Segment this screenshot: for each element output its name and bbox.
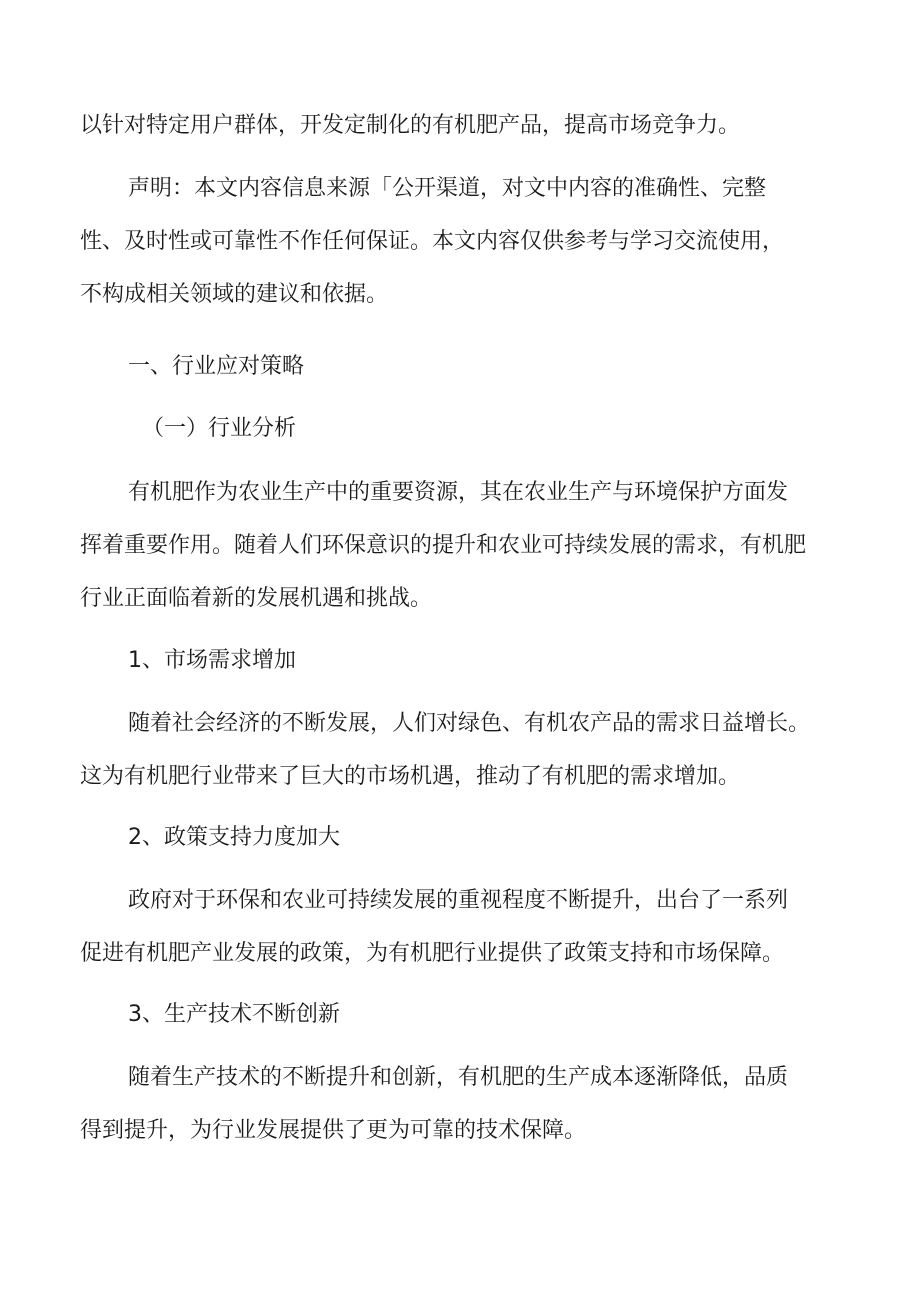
analysis-line-3: 行业正面临着新的发展机遇和挑战。 xyxy=(80,586,433,611)
section-heading: 一、行业应对策略 xyxy=(128,354,305,379)
intro-line-1: 以针对特定用户群体，开发定制化的有机肥产品，提高市场竞争力。 xyxy=(80,113,741,138)
disclaimer-line-1: 声明：本文内容信息来源「公开渠道，对文中内容的准确性、完整 xyxy=(128,176,767,201)
disclaimer-line-3: 不构成相关领域的建议和依据。 xyxy=(80,282,389,307)
item3-heading: 3、生产技术不断创新 xyxy=(128,1002,340,1027)
subsection-heading: （一）行业分析 xyxy=(142,416,297,441)
disclaimer-line-2: 性、及时性或可靠性不作任何保证。本文内容仅供参考与学习交流使用， xyxy=(80,229,785,254)
item3-line-1: 随着生产技术的不断提升和创新，有机肥的生产成本逐渐降低，品质 xyxy=(128,1065,789,1090)
item3-line-2: 得到提升，为行业发展提供了更为可靠的技术保障。 xyxy=(80,1118,587,1143)
analysis-line-1: 有机肥作为农业生产中的重要资源，其在农业生产与环境保护方面发 xyxy=(128,480,789,505)
item1-line-1: 随着社会经济的不断发展，人们对绿色、有机农产品的需求日益增长。 xyxy=(128,711,811,736)
analysis-line-2: 挥着重要作用。随着人们环保意识的提升和农业可持续发展的需求，有机肥 xyxy=(80,533,807,558)
item2-line-1: 政府对于环保和农业可持续发展的重视程度不断提升，出台了一系列 xyxy=(128,888,789,913)
item2-heading: 2、政策支持力度加大 xyxy=(128,825,340,850)
item2-line-2: 促进有机肥产业发展的政策，为有机肥行业提供了政策支持和市场保障。 xyxy=(80,941,785,966)
item1-heading: 1、市场需求增加 xyxy=(128,648,296,673)
item1-line-2: 这为有机肥行业带来了巨大的市场机遇，推动了有机肥的需求增加。 xyxy=(80,764,741,789)
